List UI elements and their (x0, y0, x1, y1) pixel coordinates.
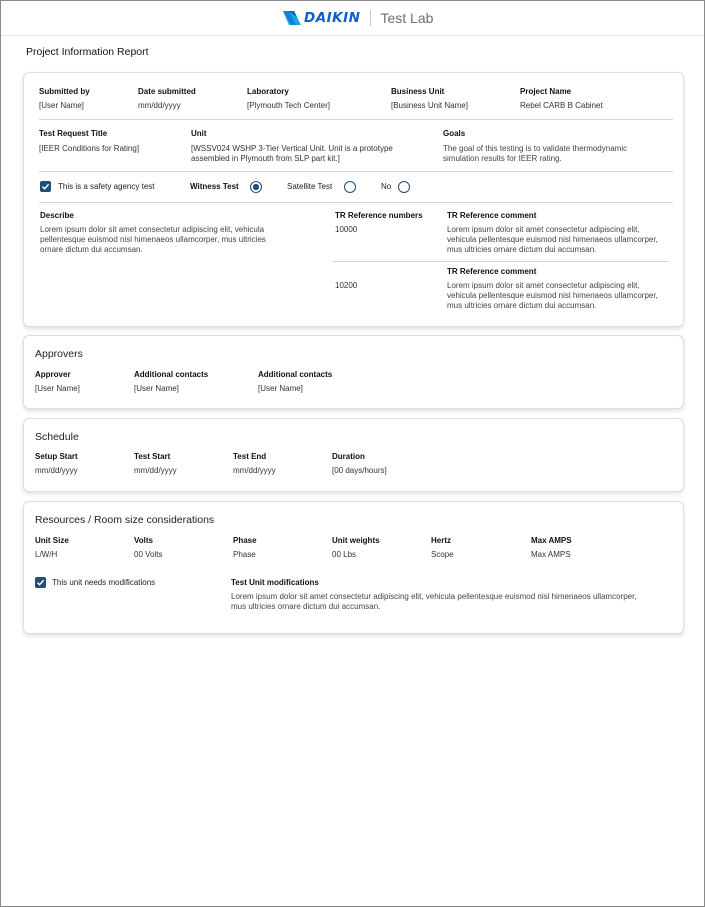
tr-reference-comment: Lorem ipsum dolor sit amet consectetur adipiscing elit, vehicula pellentesque euismod nisl himenaeos ullamcorper, mus ultricies ornare dictum dui accumsan. (447, 281, 658, 310)
date-submitted-value: mm/dd/yyyy (138, 101, 181, 110)
goals-label: Goals (443, 129, 466, 138)
hertz-label: Hertz (431, 536, 452, 545)
setup-start-value: mm/dd/yyyy (35, 466, 78, 475)
additional-contacts-value: [User Name] (134, 384, 179, 393)
laboratory-label: Laboratory (247, 87, 289, 96)
project-info-card (23, 72, 684, 327)
approvers-card (23, 335, 684, 409)
resources-card (23, 501, 684, 634)
divider (39, 119, 673, 120)
app-name: Test Lab (380, 10, 434, 26)
test-request-title-label: Test Request Title (39, 129, 108, 138)
describe-value: Lorem ipsum dolor sit amet consectetur adipiscing elit, vehicula pellentesque euismod nisl himenaeos ullamcorper, mus ultricies ornare dictum dui accumsan. (40, 225, 266, 254)
divider (333, 261, 669, 262)
daikin-logo-icon (283, 11, 301, 25)
schedule-card (23, 418, 684, 492)
unit-weights-label: Unit weights (332, 536, 380, 545)
witness-test-label: Witness Test (190, 182, 239, 191)
tr-reference-number: 10000 (335, 225, 358, 234)
checkmark-icon (36, 578, 45, 587)
project-name-value: Rebel CARB B Cabinet (520, 101, 603, 110)
max-amps-label: Max AMPS (531, 536, 572, 545)
approver-label: Approver (35, 370, 71, 379)
describe-label: Describe (40, 211, 74, 220)
modifications-checkbox[interactable] (35, 577, 46, 588)
volts-value: 00 Volts (134, 550, 163, 559)
unit-weights-value: 00 Lbs (332, 550, 357, 559)
divider (39, 202, 673, 203)
tr-reference-comment-label: TR Reference comment (447, 267, 537, 276)
satellite-test-radio[interactable] (344, 181, 356, 193)
unit-value: [WSSV024 WSHP 3-Tier Vertical Unit. Unit is a prototype assembled in Plymouth from SLP part kit.] (191, 144, 393, 163)
hertz-value: Scope (431, 550, 454, 559)
safety-test-checkbox[interactable] (40, 181, 51, 192)
divider (39, 171, 673, 172)
top-bar (1, 1, 704, 36)
satellite-test-label: Satellite Test (287, 182, 333, 191)
brand[interactable] (283, 9, 433, 27)
witness-test-radio[interactable] (250, 181, 262, 193)
phase-value: Phase (233, 550, 256, 559)
modifications-checkbox-label: This unit needs modifications (52, 578, 156, 587)
goals-value: The goal of this testing is to validate thermodynamic simulation results for IEER rating. (443, 144, 628, 163)
brand-name: DAIKIN (304, 10, 361, 26)
setup-start-label: Setup Start (35, 452, 78, 461)
submitted-by-value: [User Name] (39, 101, 84, 110)
additional-contacts-value: [User Name] (258, 384, 303, 393)
approver-value: [User Name] (35, 384, 80, 393)
checkmark-icon (41, 182, 50, 191)
test-start-label: Test Start (134, 452, 171, 461)
tr-reference-comment-label: TR Reference comment (447, 211, 537, 220)
safety-test-label: This is a safety agency test (58, 182, 155, 191)
page-title: Project Information Report (26, 46, 149, 58)
test-request-title-value: [IEER Conditions for Rating] (39, 144, 140, 153)
tr-reference-comment: Lorem ipsum dolor sit amet consectetur adipiscing elit, vehicula pellentesque euismod nisl himenaeos ullamcorper, mus ultricies ornare dictum dui accumsan. (447, 225, 658, 254)
duration-value: [00 days/hours] (332, 466, 387, 475)
project-name-label: Project Name (520, 87, 572, 96)
submitted-by-label: Submitted by (39, 87, 90, 96)
additional-contacts-label: Additional contacts (134, 370, 209, 379)
volts-label: Volts (134, 536, 153, 545)
business-unit-label: Business Unit (391, 87, 445, 96)
brand-divider (370, 10, 371, 26)
test-start-value: mm/dd/yyyy (134, 466, 177, 475)
test-end-label: Test End (233, 452, 267, 461)
test-unit-modifications-label: Test Unit modifications (231, 578, 319, 587)
schedule-title: Schedule (35, 431, 79, 443)
date-submitted-label: Date submitted (138, 87, 196, 96)
laboratory-value: [Plymouth Tech Center] (247, 101, 331, 110)
unit-size-label: Unit Size (35, 536, 69, 545)
unit-label: Unit (191, 129, 207, 138)
resources-title: Resources / Room size considerations (35, 514, 215, 526)
phase-label: Phase (233, 536, 257, 545)
additional-contacts-label: Additional contacts (258, 370, 333, 379)
tr-reference-number: 10200 (335, 281, 358, 290)
max-amps-value: Max AMPS (531, 550, 571, 559)
approvers-title: Approvers (35, 348, 83, 360)
unit-size-value: L/W/H (35, 550, 58, 559)
no-option-label: No (381, 182, 392, 191)
test-unit-modifications-value: Lorem ipsum dolor sit amet consectetur adipiscing elit, vehicula pellentesque euismod nisl himenaeos ullamcorper, mus ultricies ornare dictum dui accumsan. (231, 592, 637, 611)
no-option-radio[interactable] (398, 181, 410, 193)
tr-reference-numbers-label: TR Reference numbers (335, 211, 423, 220)
test-end-value: mm/dd/yyyy (233, 466, 276, 475)
duration-label: Duration (332, 452, 365, 461)
business-unit-value: [Business Unit Name] (391, 101, 468, 110)
